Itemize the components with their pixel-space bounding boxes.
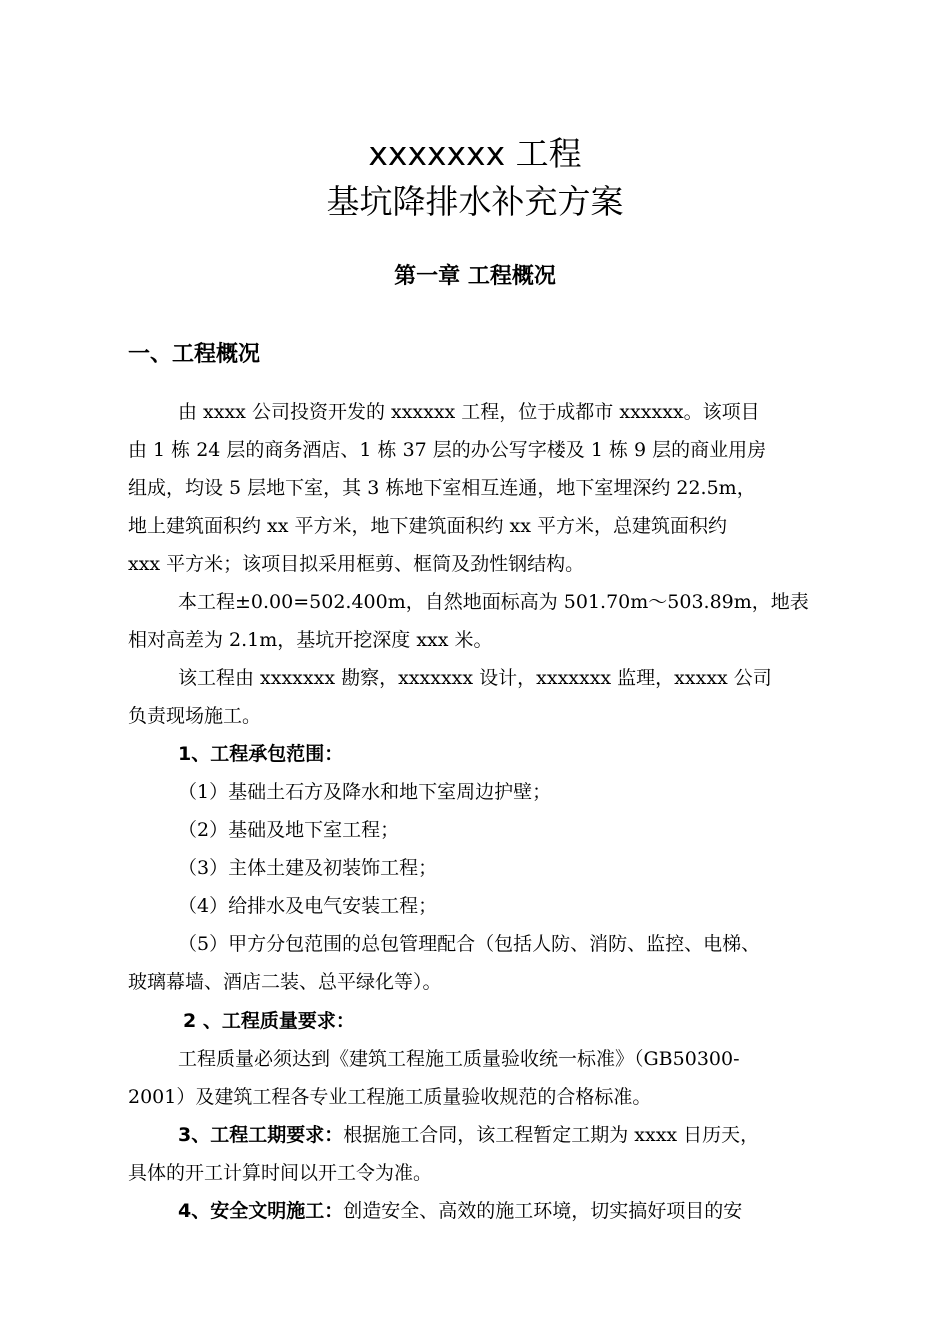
paragraph-line: 由 xxxx 公司投资开发的 xxxxxx 工程，位于成都市 xxxxxx。该项目: [178, 401, 760, 423]
document-title-line-2: 基坑降排水补充方案: [326, 182, 624, 221]
paragraph-line: xxx 平方米；该项目拟采用框剪、框筒及劲性钢结构。: [128, 553, 585, 575]
quality-line: 工程质量必须达到《建筑工程施工质量验收统一标准》（GB50300-: [178, 1048, 740, 1070]
section-heading: 一、工程概况: [128, 342, 261, 367]
quality-heading: 2 、工程质量要求：: [183, 1010, 355, 1032]
scope-item: 玻璃幕墙、酒店二装、总平绿化等）。: [128, 971, 442, 993]
safety-text: 创造安全、高效的施工环境，切实搞好项目的安: [343, 1200, 743, 1222]
paragraph-line: 地上建筑面积约 xx 平方米，地下建筑面积约 xx 平方米，总建筑面积约: [128, 515, 728, 537]
paragraph-line: 组成，均设 5 层地下室，其 3 栋地下室相互连通，地下室埋深约 22.5m，: [128, 477, 756, 499]
paragraph-line: 负责现场施工。: [128, 705, 262, 727]
scope-heading: 1、工程承包范围：: [178, 743, 344, 765]
safety-heading: 4、安全文明施工：: [178, 1200, 344, 1222]
paragraph-line: 由 1 栋 24 层的商务酒店、1 栋 37 层的办公写字楼及 1 栋 9 层的商业用房: [128, 439, 767, 461]
schedule-line: [178, 1120, 759, 1150]
safety-line: [178, 1196, 742, 1226]
paragraph-line: 本工程±0.00=502.400m，自然地面标高为 501.70m～503.89m，地表: [178, 591, 809, 613]
paragraph-line: 该工程由 xxxxxxx 勘察，xxxxxxx 设计，xxxxxxx 监理，xxxxx 公司: [178, 667, 772, 689]
scope-item: （3）主体土建及初装饰工程；: [178, 857, 438, 879]
scope-item: （2）基础及地下室工程；: [178, 819, 400, 841]
scope-item: （5）甲方分包范围的总包管理配合（包括人防、消防、监控、电梯、: [178, 933, 761, 955]
chapter-heading: 第一章 工程概况: [394, 264, 556, 289]
scope-item: （4）给排水及电气安装工程；: [178, 895, 438, 917]
paragraph-line: 相对高差为 2.1m，基坑开挖深度 xxx 米。: [128, 629, 493, 651]
schedule-heading: 3、工程工期要求：: [178, 1124, 344, 1146]
document-title-line-1: xxxxxxx 工程: [368, 134, 582, 173]
schedule-line-2: 具体的开工计算时间以开工令为准。: [128, 1162, 433, 1184]
schedule-text: 根据施工合同，该工程暂定工期为 xxxx 日历天，: [343, 1124, 760, 1146]
scope-item: （1）基础土石方及降水和地下室周边护壁；: [178, 781, 552, 803]
quality-line: 2001）及建筑工程各专业工程施工质量验收规范的合格标准。: [128, 1086, 652, 1108]
